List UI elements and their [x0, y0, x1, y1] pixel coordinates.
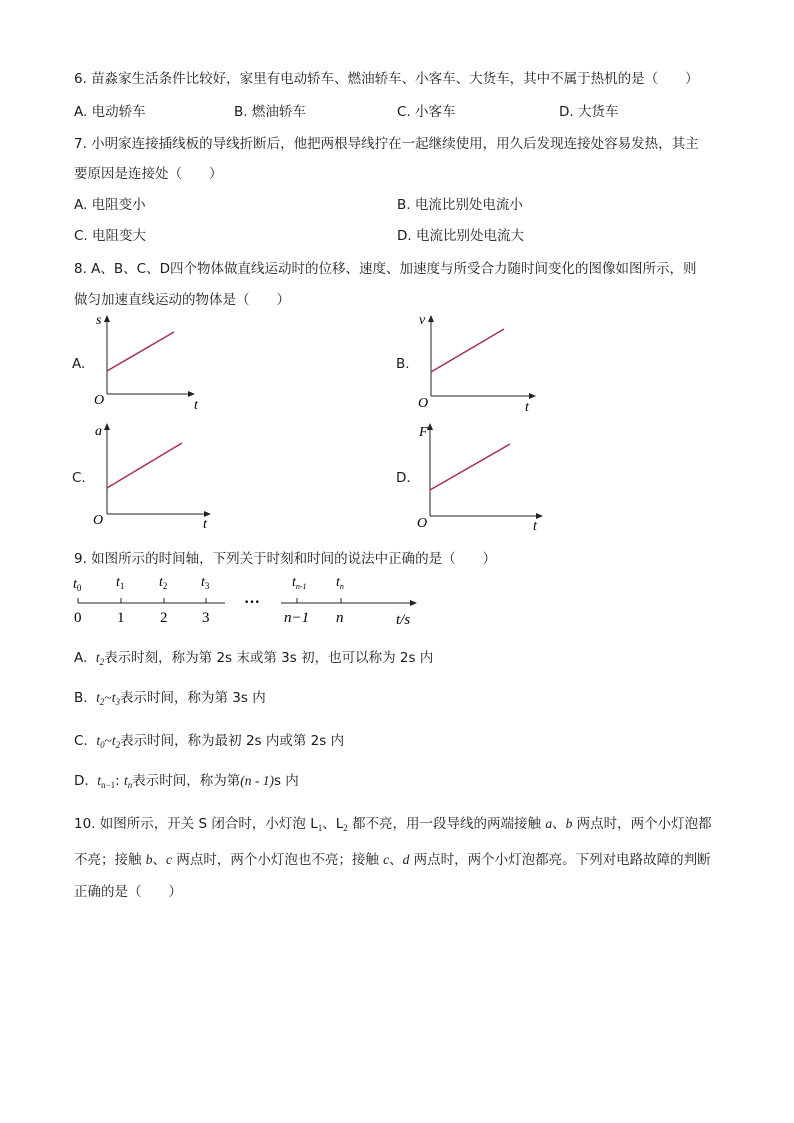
graph-a-origin: O — [94, 393, 105, 408]
graph-b-x-label: t — [525, 400, 529, 415]
q8-stem-line1: 8. A、B、C、D四个物体做直线运动时的位移、速度、加速度与所受合力随时间变化的图像如图所示，则 — [74, 261, 697, 277]
graph-a — [88, 312, 208, 412]
q9-option-d: D. $t_{n-1}$: $t_n$表示时间，称为第(n - 1)s 内 — [74, 773, 299, 790]
timeline-ellipsis: ··· — [244, 594, 261, 611]
bottom-label-1: 1 — [117, 610, 125, 626]
bottom-label-n: n — [336, 610, 344, 626]
graph-a-x-label: t — [194, 398, 198, 412]
q7-option-c: C. 电阻变大 — [74, 228, 147, 244]
q9-option-b: B. $t_2\sim t_3$表示时间，称为第 3s 内 — [74, 690, 266, 707]
graph-d-label: D. — [396, 470, 411, 486]
q6-option-c: C. 小客车 — [397, 104, 456, 120]
bottom-label-2: 2 — [160, 610, 168, 626]
q10-line3: 正确的是（ ） — [74, 884, 182, 900]
q7-stem-line1: 7. 小明家连接插线板的导线折断后，他把两根导线拧在一起继续使用，用久后发现连接处容易发热，其主 — [74, 136, 699, 152]
graph-d-y-label: F — [419, 425, 428, 440]
graph-a-label: A. — [72, 356, 86, 372]
q7-option-a: A. 电阻变小 — [74, 197, 146, 213]
bottom-label-0: 0 — [74, 610, 82, 626]
q7-stem-line2: 要原因是连接处（ ） — [74, 166, 223, 182]
graph-b — [413, 312, 543, 416]
bottom-label-n-1: n−1 — [284, 610, 310, 626]
q10-line1: 10. 如图所示，开关 S 闭合时，小灯泡 $L_1$、$L_2$ 都不亮，用一段导线的两端接触 a、b 两点时，两个小灯泡都 — [74, 816, 712, 833]
bottom-label-3: 3 — [202, 610, 210, 626]
q9-timeline — [66, 570, 426, 632]
q10-line2: 不亮；接触 b、c 两点时，两个小灯泡也不亮；接触 c、d 两点时，两个小灯泡都亮。下列对电路故障的判断 — [74, 852, 711, 868]
q6-option-d: D. 大货车 — [559, 104, 619, 120]
graph-d-data-line — [430, 444, 510, 490]
top-label-t2: $t_2$ — [159, 575, 168, 591]
q9-option-a: A. $t_2$表示时刻，称为第 2s 末或第 3s 初，也可以称为 2s 内 — [74, 650, 434, 667]
graph-d-x-label: t — [533, 519, 537, 532]
graph-c-origin: O — [93, 513, 104, 528]
top-label-t0: $t_0$ — [73, 577, 82, 593]
top-label-t3: $t_3$ — [201, 575, 210, 591]
q7-option-d: D. 电流比别处电流大 — [397, 228, 524, 244]
graph-c-label: C. — [72, 470, 86, 486]
q9-option-c: C. $t_0\sim t_2$表示时间，称为最初 2s 内或第 2s 内 — [74, 733, 345, 750]
graph-a-y-label: s — [96, 313, 102, 328]
top-label-t1: $t_1$ — [116, 575, 125, 591]
graph-c — [90, 420, 220, 530]
graph-a-data-line — [107, 332, 174, 371]
graph-c-x-label: t — [203, 517, 207, 530]
graph-b-label: B. — [396, 356, 410, 372]
graph-d — [414, 420, 554, 532]
q6-option-a: A. 电动轿车 — [74, 104, 146, 120]
q7-option-b: B. 电流比别处电流小 — [397, 197, 523, 213]
graph-c-data-line — [107, 443, 182, 488]
q6-option-b: B. 燃油轿车 — [234, 104, 306, 120]
top-label-tn-1: $t_{n-1}$ — [292, 575, 307, 591]
top-label-tn: $t_n$ — [336, 575, 344, 591]
graph-d-origin: O — [417, 516, 428, 531]
graph-b-origin: O — [418, 396, 429, 411]
graph-b-y-label: v — [419, 313, 426, 328]
q9-stem: 9. 如图所示的时间轴，下列关于时刻和时间的说法中正确的是（ ） — [74, 551, 497, 567]
timeline-unit-label: t/s — [396, 612, 411, 628]
graph-b-data-line — [431, 329, 504, 372]
q6-stem: 6. 苗淼家生活条件比较好，家里有电动轿车、燃油轿车、小客车、大货车，其中不属于热机的是（ ） — [74, 71, 699, 87]
graph-c-y-label: a — [95, 424, 102, 439]
q8-stem-line2: 做匀加速直线运动的物体是（ ） — [74, 292, 290, 308]
